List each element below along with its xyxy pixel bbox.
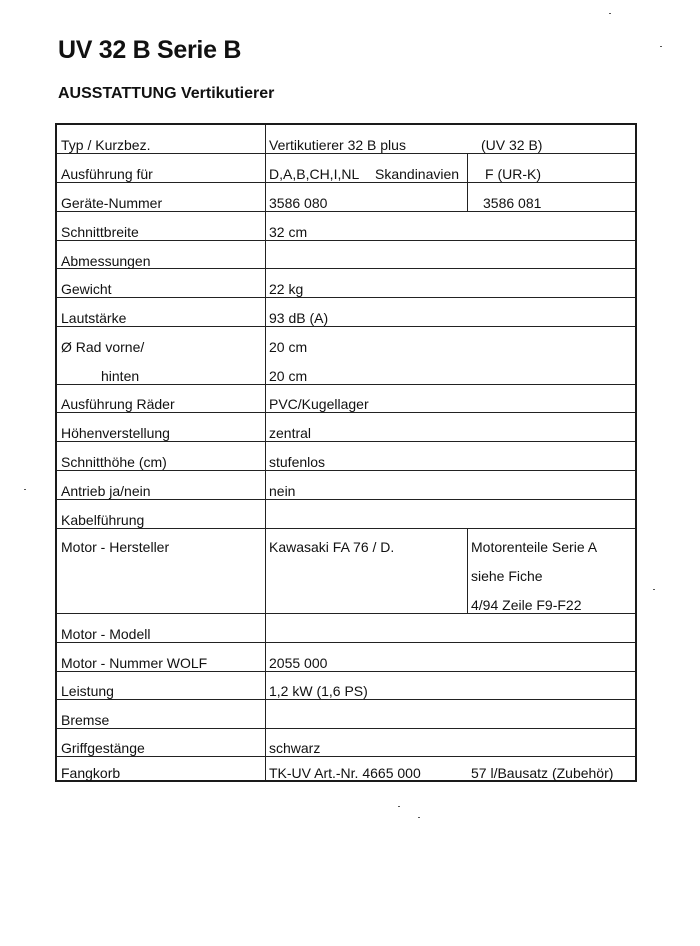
label-kabelfuehrung: Kabelführung xyxy=(61,512,145,528)
label-schnitthoehe: Schnitthöhe (cm) xyxy=(61,454,167,470)
label-motor-hersteller: Motor - Hersteller xyxy=(61,539,170,555)
value-ausfuehrung-frankreich: F (UR-K) xyxy=(485,166,541,182)
row-divider xyxy=(57,642,635,643)
row-divider xyxy=(57,671,635,672)
label-abmessungen: Abmessungen xyxy=(61,253,151,269)
row-divider xyxy=(57,297,635,298)
row-divider xyxy=(57,528,635,529)
column-divider xyxy=(467,153,468,211)
value-schnittbreite: 32 cm xyxy=(269,224,308,240)
value-fangkorb: TK-UV Art.-Nr. 4665 000 xyxy=(269,765,421,781)
label-griffgestaenge: Griffgestänge xyxy=(61,740,145,756)
scan-speck xyxy=(609,13,611,14)
label-hoehenverstellung: Höhenverstellung xyxy=(61,425,170,441)
label-rad-vorne: Ø Rad vorne/ xyxy=(61,339,145,355)
value-lautstaerke: 93 dB (A) xyxy=(269,310,329,326)
page-title: UV 32 B Serie B xyxy=(58,36,242,64)
scan-speck xyxy=(24,489,26,490)
value-geraete-nummer: 3586 080 xyxy=(269,195,328,211)
value-motor-hersteller: Kawasaki FA 76 / D. xyxy=(269,539,395,555)
column-divider xyxy=(265,125,266,780)
value-leistung: 1,2 kW (1,6 PS) xyxy=(269,683,368,699)
label-rad-hinten: hinten xyxy=(101,368,140,384)
note-fiche-zeile: 4/94 Zeile F9-F22 xyxy=(471,597,582,613)
label-schnittbreite: Schnittbreite xyxy=(61,224,139,240)
value-motor-nummer: 2055 000 xyxy=(269,655,328,671)
row-divider xyxy=(57,470,635,471)
row-divider xyxy=(57,412,635,413)
row-divider xyxy=(57,326,635,327)
label-typ: Typ / Kurzbez. xyxy=(61,137,151,153)
value-typ: Vertikutierer 32 B plus xyxy=(269,137,406,153)
label-ausfuehrung-fuer: Ausführung für xyxy=(61,166,153,182)
scan-speck xyxy=(418,817,420,818)
value-griffgestaenge: schwarz xyxy=(269,740,321,756)
note-motorenteile: Motorenteile Serie A xyxy=(471,539,598,555)
row-divider xyxy=(57,240,635,241)
label-leistung: Leistung xyxy=(61,683,114,699)
label-lautstaerke: Lautstärke xyxy=(61,310,127,326)
value-hoehenverstellung: zentral xyxy=(269,425,312,441)
label-bremse: Bremse xyxy=(61,712,110,728)
row-divider xyxy=(57,182,635,183)
label-gewicht: Gewicht xyxy=(61,281,112,297)
row-divider xyxy=(57,499,635,500)
label-antrieb: Antrieb ja/nein xyxy=(61,483,151,499)
column-divider xyxy=(467,528,468,613)
label-motor-modell: Motor - Modell xyxy=(61,626,151,642)
value-schnitthoehe: stufenlos xyxy=(269,454,326,470)
row-divider xyxy=(57,384,635,385)
scan-speck xyxy=(660,46,662,47)
section-subtitle: AUSSTATTUNG Vertikutierer xyxy=(58,85,275,102)
value-ausfuehrung-laender: D,A,B,CH,I,NL xyxy=(269,166,360,182)
value-rad-vorne: 20 cm xyxy=(269,339,308,355)
row-divider xyxy=(57,441,635,442)
scan-speck xyxy=(653,589,655,590)
row-divider xyxy=(57,756,635,757)
value-ausfuehrung-skandinavien: Skandinavien xyxy=(375,166,460,182)
row-divider xyxy=(57,728,635,729)
label-ausfuehrung-raeder: Ausführung Räder xyxy=(61,396,175,412)
label-geraete-nummer: Geräte-Nummer xyxy=(61,195,163,211)
row-divider xyxy=(57,153,635,154)
value-gewicht: 22 kg xyxy=(269,281,304,297)
equipment-table xyxy=(55,123,637,782)
note-siehe-fiche: siehe Fiche xyxy=(471,568,543,584)
scan-speck xyxy=(398,806,400,807)
value-geraete-nummer-2: 3586 081 xyxy=(483,195,542,211)
row-divider xyxy=(57,211,635,212)
value-typ-code: (UV 32 B) xyxy=(481,137,543,153)
value-fangkorb-zubehoer: 57 l/Bausatz (Zubehör) xyxy=(471,765,614,781)
row-divider xyxy=(57,613,635,614)
label-motor-nummer: Motor - Nummer WOLF xyxy=(61,655,208,671)
value-rad-hinten: 20 cm xyxy=(269,368,308,384)
value-antrieb: nein xyxy=(269,483,296,499)
row-divider xyxy=(57,699,635,700)
value-ausfuehrung-raeder: PVC/Kugellager xyxy=(269,396,369,412)
label-fangkorb: Fangkorb xyxy=(61,765,121,781)
